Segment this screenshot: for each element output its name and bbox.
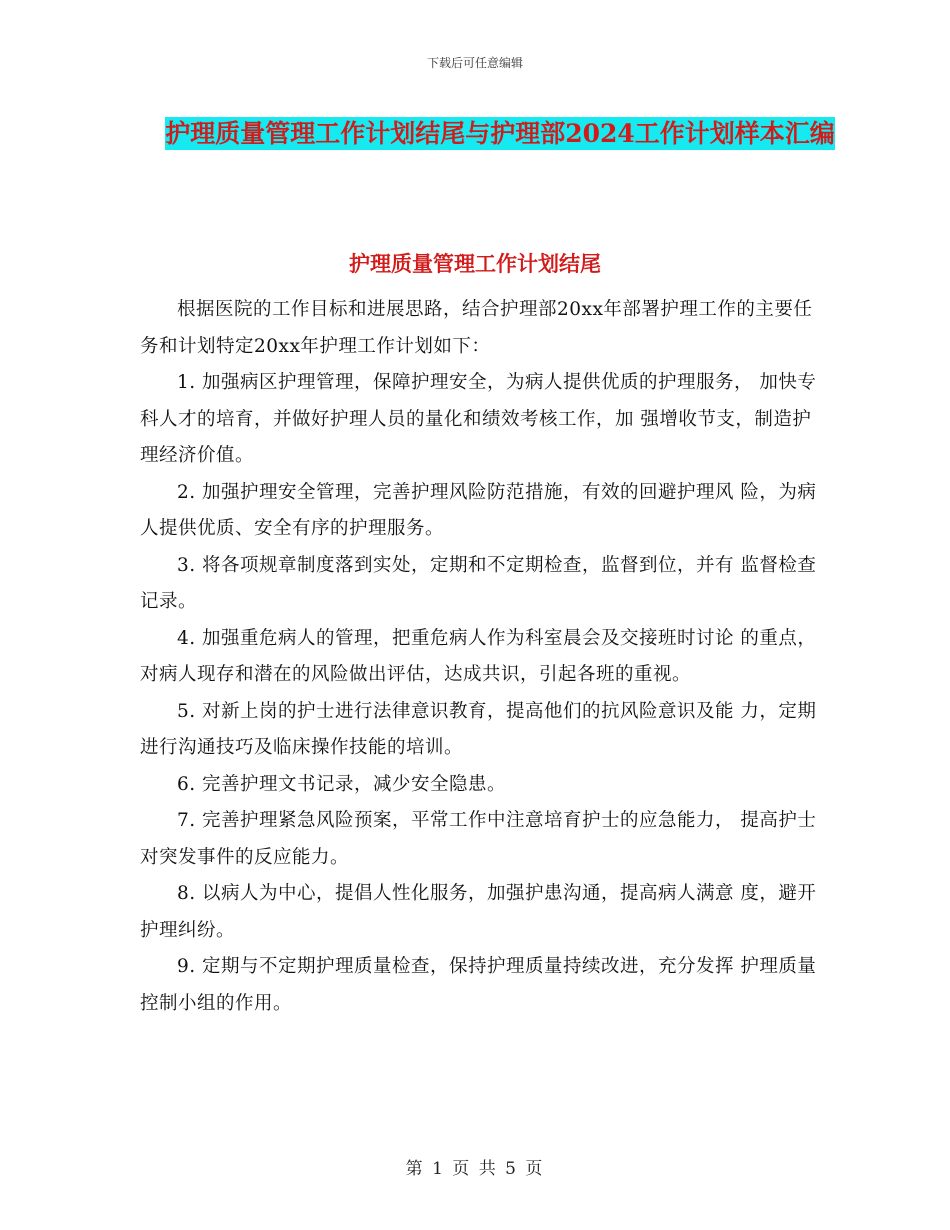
document-title-text: 护理质量管理工作计划结尾与护理部2024工作计划样本汇编: [165, 119, 835, 148]
list-item-6: 6. 完善护理文书记录，减少安全隐患。: [177, 773, 507, 795]
list-item-4: 4. 加强重危病人的管理，把重危病人作为科室晨会及交接班时讨论 的重点，对病人现存和潜在的风险做出评估，达成共识，引起各班的重视。: [140, 627, 817, 685]
list-item-1: 1. 加强病区护理管理，保障护理安全，为病人提供优质的护理服务， 加快专科人才的培育，并做好护理人员的量化和绩效考核工作，加 强增收节支，制造护理经济价值。: [140, 372, 817, 466]
list-item-5: 5. 对新上岗的护士进行法律意识教育，提高他们的抗风险意识及能 力，定期进行沟通技巧及临床操作技能的培训。: [140, 700, 817, 758]
document-title: [140, 112, 860, 156]
list-item-9: 9. 定期与不定期护理质量检查，保持护理质量持续改进，充分发挥 护理质量控制小组的作用。: [140, 956, 817, 1014]
intro-paragraph: 根据医院的工作目标和进展思路，结合护理部20xx年部署护理工作的主要任务和计划特定20xx年护理工作计划如下：: [140, 299, 813, 357]
section-heading: 护理质量管理工作计划结尾: [349, 251, 601, 276]
list-item-3: 3. 将各项规章制度落到实处，定期和不定期检查，监督到位，并有 监督检查记录。: [140, 554, 817, 612]
list-item-2: 2. 加强护理安全管理，完善护理风险防范措施，有效的回避护理风 险，为病人提供优质、安全有序的护理服务。: [140, 481, 817, 539]
page-footer: 第 1 页 共 5 页: [405, 1159, 545, 1179]
header-note: 下载后可任意编辑: [426, 56, 523, 70]
list-item-7: 7. 完善护理紧急风险预案，平常工作中注意培育护士的应急能力， 提高护士对突发事件的反应能力。: [140, 810, 817, 868]
document-body: [140, 292, 820, 1022]
list-item-8: 8. 以病人为中心，提倡人性化服务，加强护患沟通，提高病人满意 度，避开护理纠纷。: [140, 883, 817, 941]
